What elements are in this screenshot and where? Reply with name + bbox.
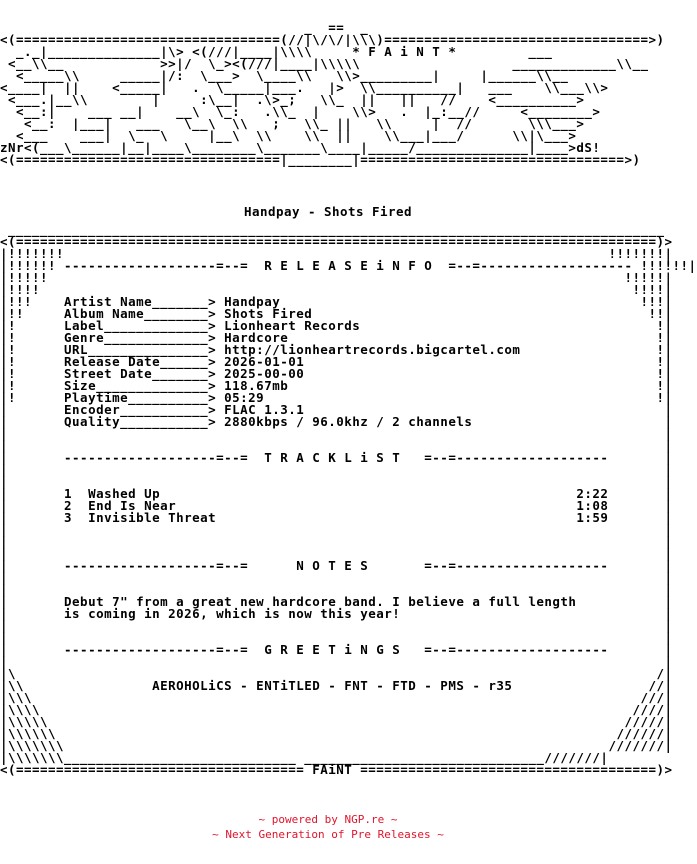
notes-line: is coming in 2026, which is now this year! (64, 606, 609, 621)
section-header-release-info: -------------------=--= R E L E A S E i N F O =--=------------------- (64, 258, 633, 273)
notes-line: Debut 7" from a great new hardcore band. I believe a full length (64, 594, 609, 609)
info-row: Label_____________> Lionheart Records (64, 318, 609, 333)
info-row: Genre_____________> Hardcore (64, 330, 609, 345)
track-row: 1 Washed Up 2:22 (64, 486, 609, 501)
section-header-greetings: -------------------=--= G R E E T i N G S =--=------------------- (64, 642, 609, 657)
faint-logo-ascii-art: _ == _ <(=================================(//|\/\/|\\\)=================================>) _._|______________|\> <(///|____|\\\\ * F A i N T * ___ <__\\__ >>|/ \_><(///|____|\\\\\ _____________\\__ <_____\\ _____|/: \___> \____\\ \\>_________| |______\\__ <____| || <_____| . \_____|___. |> \\__________| ___ \\___\\> <___.|__\\ | :\__| .\>_; \\_ || || // <__________> <__:| ___ __| __\ \_: .\\_ | \\> . |_:__// <________> <__: |___| ___ \__\ \\ ; \\_ || \\ | // \\\___> <___ ___| \_ \ |__\ \\ \\ || \\___|___/ \\|\___> zNr<(___\______|__|____\________\_______\____|_____/______________|____>dS! <(=================================|________|=================================>) (0, 20, 665, 167)
blank-line (64, 738, 608, 753)
track-row: 3 Invisible Threat 1:59 (64, 510, 609, 525)
info-row: Artist Name_______> Handpay (64, 294, 609, 309)
powered-by-text: ~ powered by NGP.re ~ (258, 813, 398, 826)
track-row: 2 End Is Near 1:08 (64, 498, 609, 513)
section-header-tracklist: -------------------=--= T R A C K L i S T =--=------------------- (64, 450, 609, 465)
release-title: Handpay - Shots Fired (243, 204, 413, 219)
info-row: Quality___________> 2880kbps / 96.0khz / 2 channels (64, 414, 609, 429)
info-row: Release Date______> 2026-01-01 (64, 354, 609, 369)
greetings-line: AEROHOLiCS - ENTiTLED - FNT - FTD - PMS - r35 (64, 678, 609, 693)
nfo-frame: __________________________________________________________________________________ <(================================================================================)> |!!!!!!! !!!!!!!| |!!!!!! -------------------=--= R E L E A S E i N F O =--=------------------- !!!!!!| |!!!!! !!!!!| |!!!! !!!!| |!!! Artist Name_______> Handpay !!!| |!! Album Name________> Shots Fired !!| |! Label_____________> Lionheart Records !| |! Genre_____________> Hardcore !| |! URL_______________> http://lionheartrecords.bigcartel.com !| |! Release Date______> 2026-01-01 !| |! Street Date_______> 2025-00-00 !| |! Size______________> 118.67mb !| |! Playtime__________> 05:29 !| | Encoder___________> FLAC 1.3.1 | | Quality___________> 2880kbps / 96.0khz / 2 channels | | | | | | -------------------=--= T R A C K L i S T =--=------------------- | | | | | | 1 Washed Up 2:22 | | 2 End Is Near 1:08 | | 3 Invisible Threat 1:59 | | | | | | | | -------------------=--= N O T E S =--=------------------- | | | | | | Debut 7" from a great new hardcore band. I believe a full length | | is coming in 2026, which is now this year! | | | | | | -------------------=--= G R E E T i N G S =--=------------------- | | | |\ /| |\\ AEROHOLiCS - ENTiTLED - FNT - FTD - PMS - r35 //| |\\\ ///| |\\\\ ////| |\\\\\ /////| |\\\\\\ //////| |\\\\\\\ ///////| |\\\\\\\_____________________________ ______________________________///////| <(==================================== FAiNT =====================================)> (0, 222, 697, 777)
info-row: Encoder___________> FLAC 1.3.1 (64, 402, 609, 417)
info-row: URL_______________> http://lionheartrecords.bigcartel.com (64, 342, 609, 357)
info-row: Album Name________> Shots Fired (64, 306, 609, 321)
footer-faint-label: FAiNT (304, 762, 361, 777)
info-row: Playtime__________> 05:29 (64, 390, 609, 405)
info-row: Street Date_______> 2025-00-00 (64, 366, 609, 381)
section-header-notes: -------------------=--= N O T E S =--=------------------- (64, 558, 609, 573)
info-row: Size______________> 118.67mb (64, 378, 609, 393)
tagline-text: ~ Next Generation of Pre Releases ~ (212, 828, 444, 841)
